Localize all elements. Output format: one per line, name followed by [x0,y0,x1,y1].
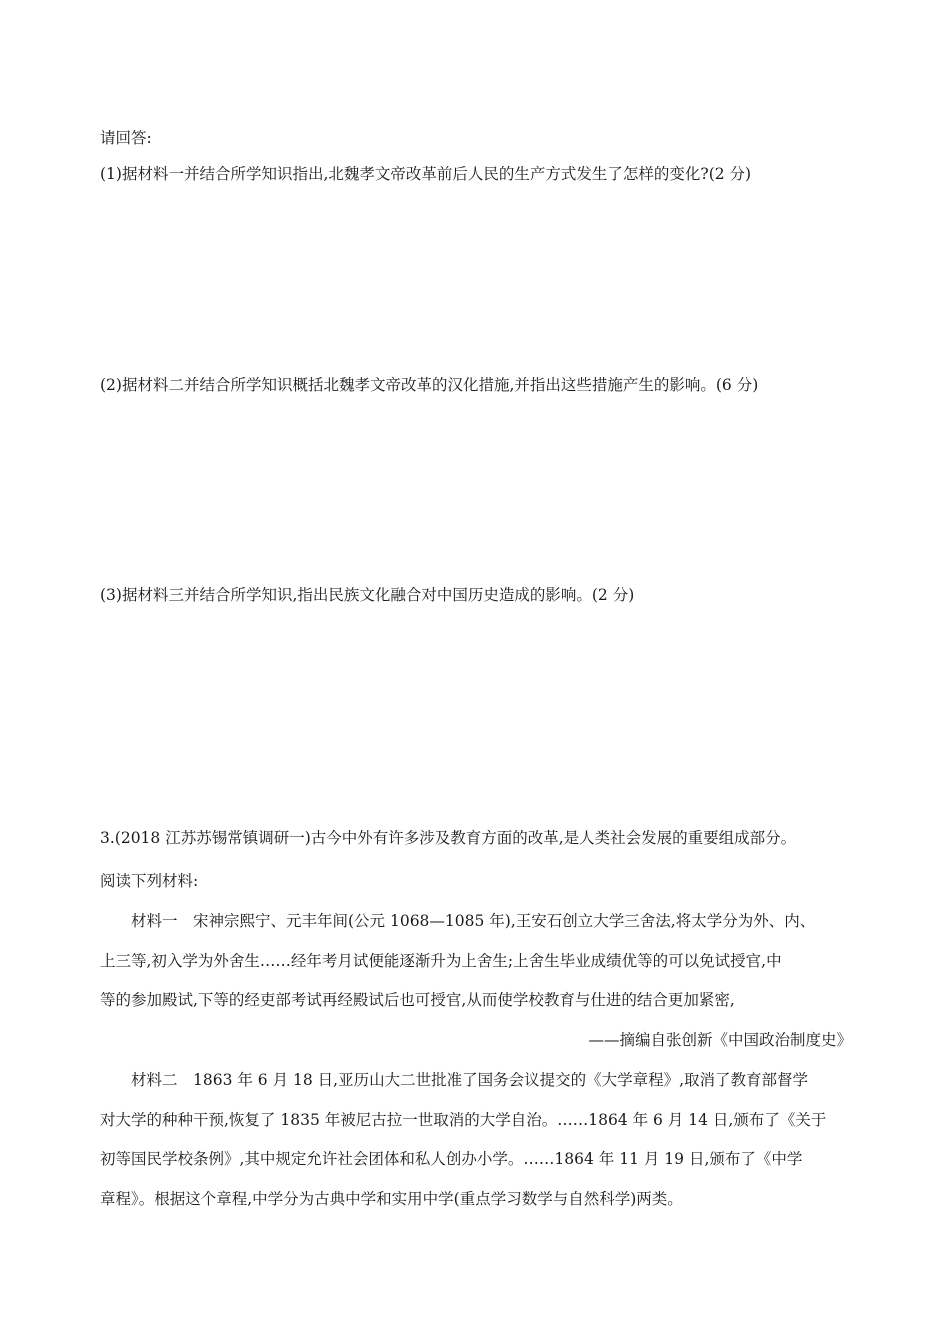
question-3: (3)据材料三并结合所学知识,指出民族文化融合对中国历史造成的影响。(2 分) [100,586,635,604]
answer-prompt: 请回答: [100,129,152,147]
question-1: (1)据材料一并结合所学知识指出,北魏孝文帝改革前后人民的生产方式发生了怎样的变化?(2 分) [100,165,752,183]
material1-line: 上三等,初入学为外舍生……经年考月试便能逐渐升为上舍生;上舍生毕业成绩优等的可以免试授官,中 [100,952,782,970]
material2-line: 初等国民学校条例》,其中规定允许社会团体和私人创办小学。……1864 年 11 月 19 日,颁布了《中学 [100,1150,803,1168]
material1-source: ——摘编自张创新《中国政治制度史》 [588,1031,852,1049]
material2-line: 章程》。根据这个章程,中学分为古典中学和实用中学(重点学习数学与自然科学)两类。 [100,1190,683,1208]
material1-line: 等的参加殿试,下等的经吏部考试再经殿试后也可授官,从而使学校教育与仕进的结合更加紧密, [100,991,735,1009]
question-3-stem: 3.(2018 江苏苏锡常镇调研一)古今中外有许多涉及教育方面的改革,是人类社会发展的重要组成部分。 [100,829,797,847]
material1-line: 材料一 宋神宗熙宁、元丰年间(公元 1068—1085 年),王安石创立大学三舍法,将太学分为外、内、 [131,912,816,930]
question-2: (2)据材料二并结合所学知识概括北魏孝文帝改革的汉化措施,并指出这些措施产生的影响。(6 分) [100,376,759,394]
read-prompt: 阅读下列材料: [100,872,199,890]
material2-line: 对大学的种种干预,恢复了 1835 年被尼古拉一世取消的大学自治。……1864 年 6 月 14 日,颁布了《关于 [100,1111,827,1129]
material2-line: 材料二 1863 年 6 月 18 日,亚历山大二世批准了国务会议提交的《大学章程》,取消了教育部督学 [131,1071,809,1089]
